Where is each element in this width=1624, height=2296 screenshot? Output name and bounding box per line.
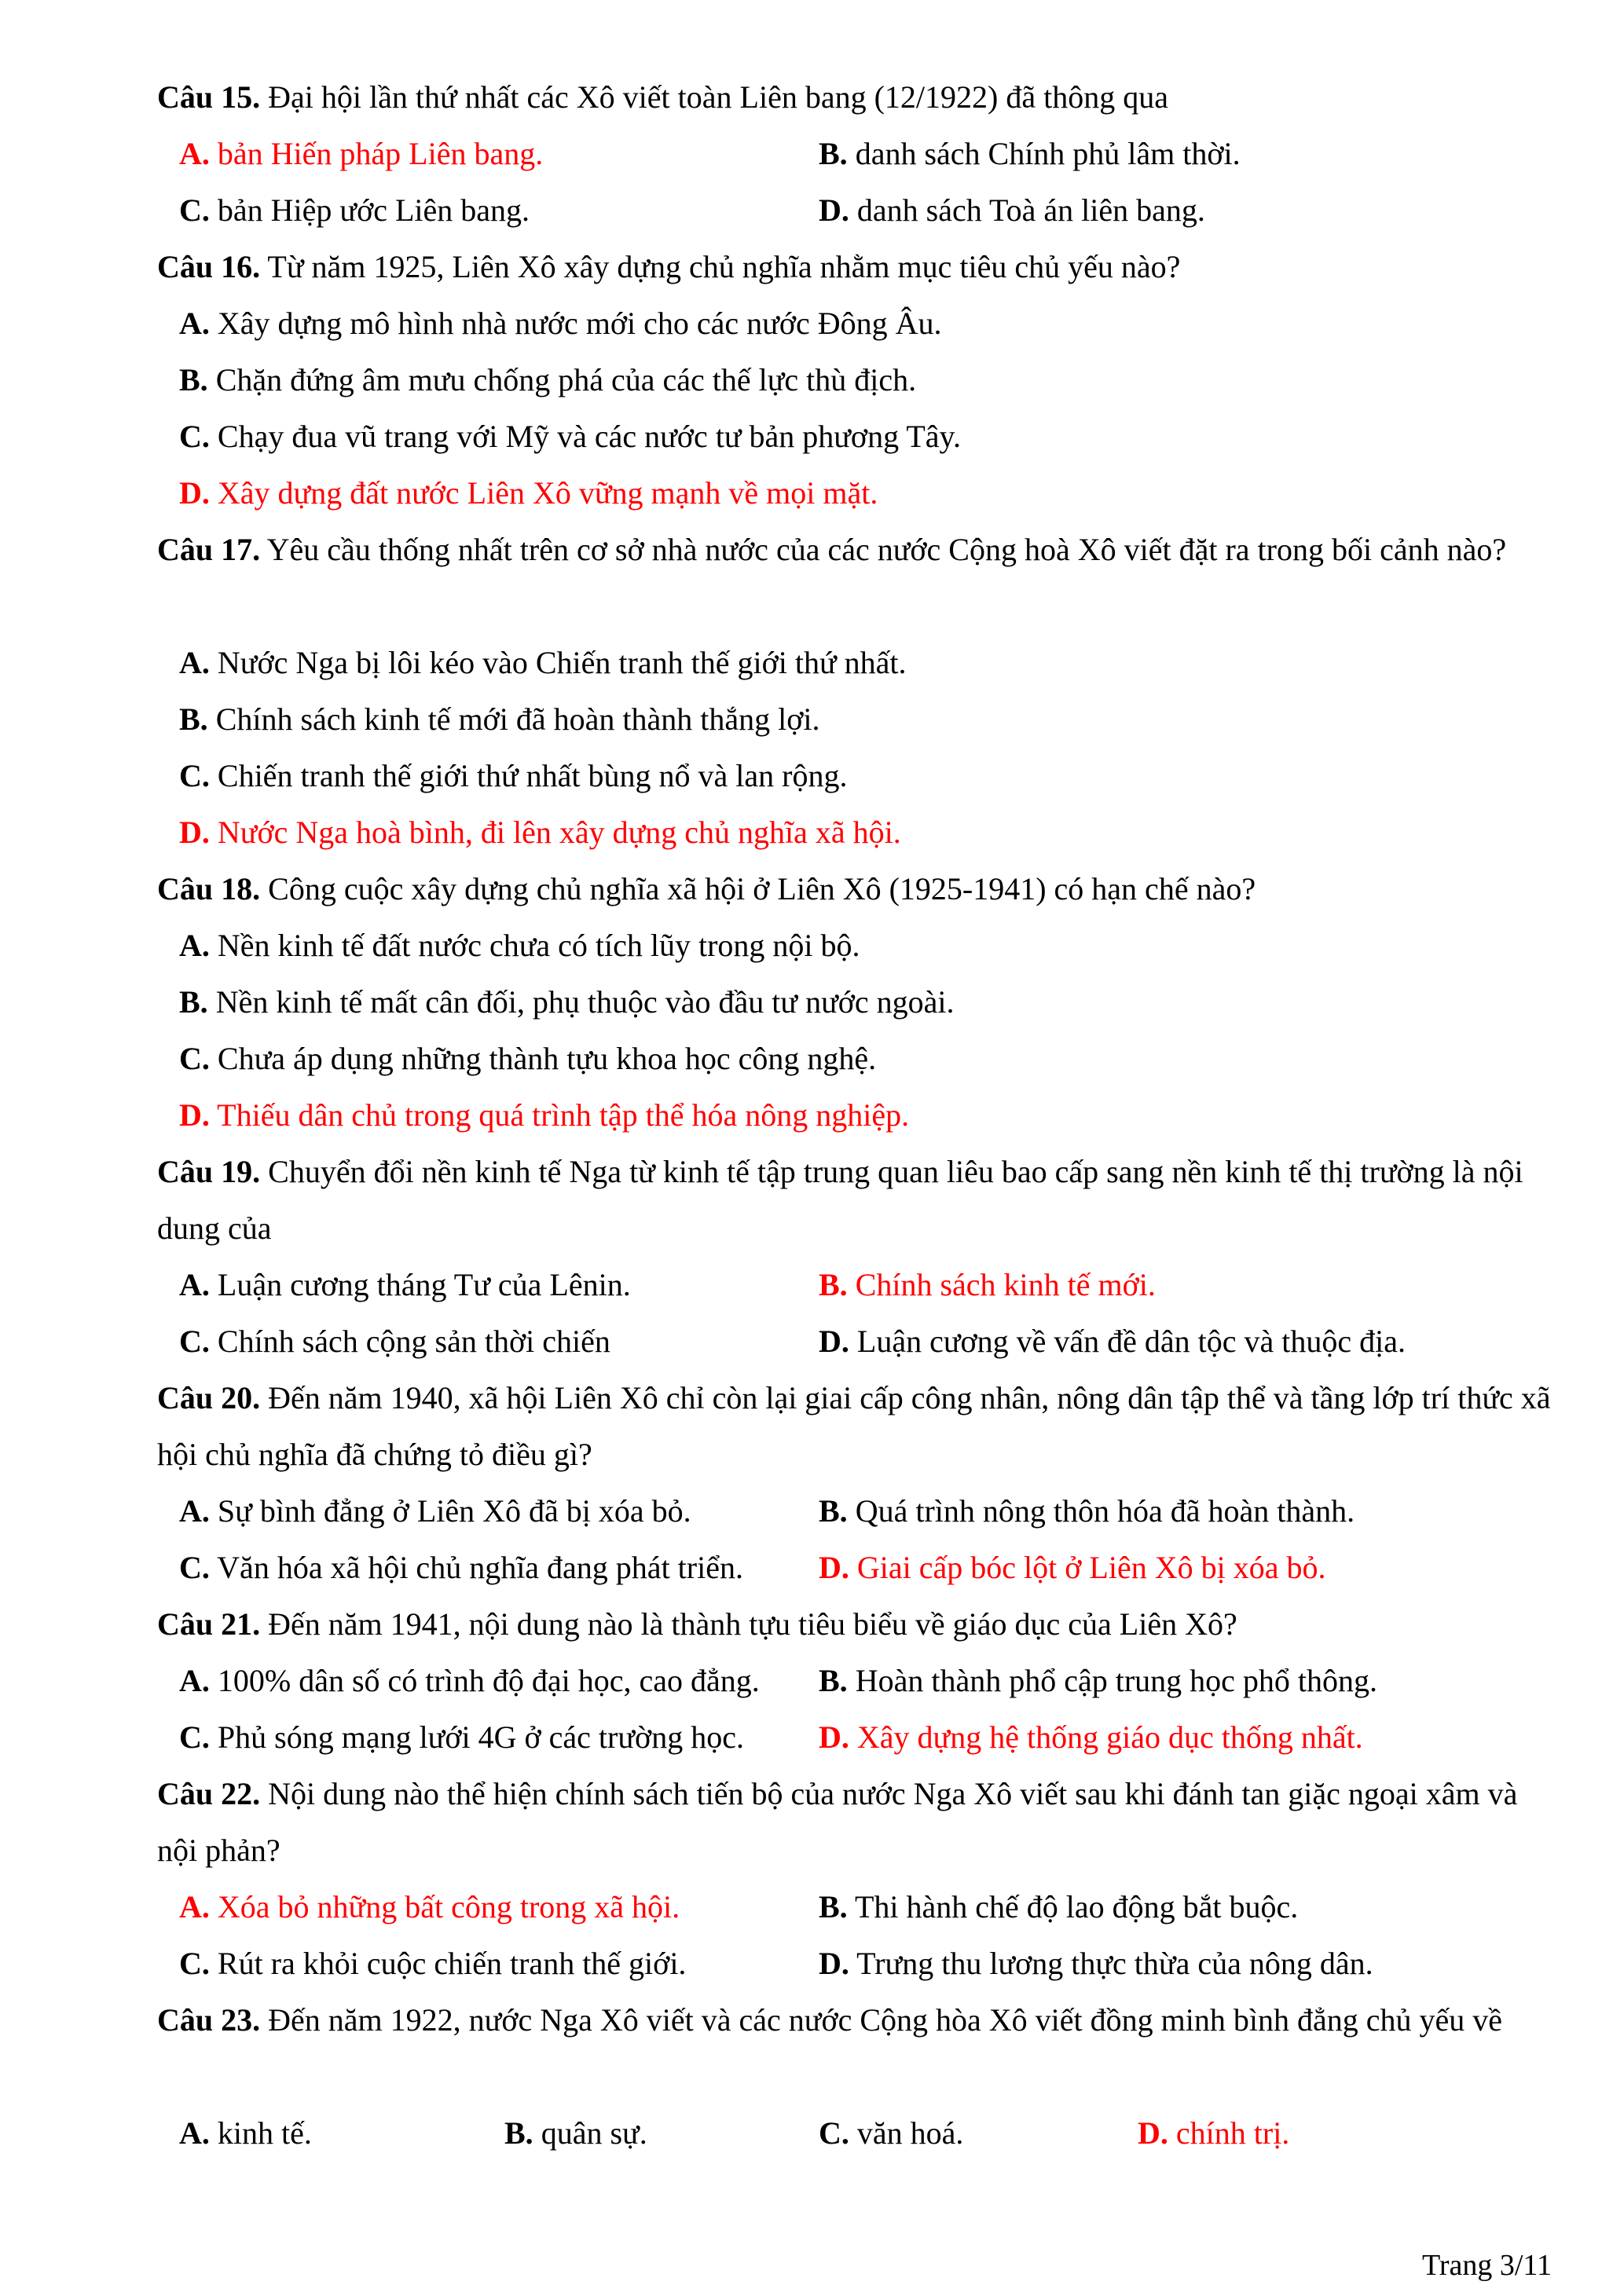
answer-option [819,1888,1298,1926]
option-letter: B. [819,1663,848,1698]
question-stem [157,69,1556,126]
option-letter: B. [819,136,848,171]
question-number: Câu 20. [157,1380,261,1415]
question-number: Câu 21. [157,1606,261,1642]
option-text: Xây dựng đất nước Liên Xô vững mạnh về mọi mặt. [217,475,878,511]
option-letter: A. [179,1663,210,1698]
option-letter: A. [179,645,210,680]
option-text: Sự bình đẳng ở Liên Xô đã bị xóa bỏ. [217,1493,691,1529]
answer-option [819,2115,963,2152]
question-text: Nội dung nào thể hiện chính sách tiến bộ của nước Nga Xô viết sau khi đánh tan giặc ngoại xâm và nội phản? [157,1776,1518,1868]
option-text: Xây dựng mô hình nhà nước mới cho các nước Đông Âu. [217,306,942,341]
option-letter: C. [179,192,210,228]
question-number: Câu 16. [157,249,261,284]
option-letter: D. [819,1550,849,1585]
option-text: bản Hiến pháp Liên bang. [217,136,544,171]
page-number: Trang 3/11 [1421,2249,1552,2282]
option-letter: C. [179,1719,210,1755]
option-text: Chặn đứng âm mưu chống phá của các thế lực thù địch. [215,362,917,397]
answer-option [504,2115,647,2152]
question-stem [157,1370,1556,1483]
option-letter: D. [179,815,210,850]
answer-option [819,1549,1325,1587]
option-letter: B. [179,984,208,1020]
option-letter: A. [179,2115,210,2151]
option-letter: D. [819,1719,849,1755]
option-letter: B. [179,362,208,397]
answer-option [179,361,916,399]
answer-option [819,1323,1406,1360]
option-letter: B. [179,701,208,737]
option-text: Chiến tranh thế giới thứ nhất bùng nổ và lan rộng. [217,758,848,793]
question-stem [157,1992,1556,2049]
question-text: Đến năm 1922, nước Nga Xô viết và các nước Cộng hòa Xô viết đồng minh bình đẳng chủ yếu về [268,2002,1502,2038]
option-text: Thi hành chế độ lao động bắt buộc. [854,1889,1299,1924]
option-text: Quá trình nông thôn hóa đã hoàn thành. [855,1493,1355,1529]
option-text: bản Hiệp ước Liên bang. [217,192,530,228]
option-letter: B. [819,1889,848,1924]
option-letter: D. [819,1324,849,1359]
question-text: Đại hội lần thứ nhất các Xô viết toàn Liên bang (12/1922) đã thông qua [268,79,1168,115]
answer-option [179,701,820,738]
option-text: 100% dân số có trình độ đại học, cao đẳng. [217,1663,760,1698]
option-letter: D. [179,475,210,511]
answer-option [179,474,878,512]
answer-option [179,644,907,682]
option-text: danh sách Toà án liên bang. [856,192,1205,228]
option-text: Xóa bỏ những bất công trong xã hội. [217,1889,680,1924]
option-text: Chính sách cộng sản thời chiến [217,1324,610,1359]
answer-option [179,1662,760,1700]
option-letter: D. [179,1097,210,1133]
answer-option [179,1945,686,1983]
option-text: Hoàn thành phổ cập trung học phổ thông. [855,1663,1378,1698]
option-letter: B. [819,1267,848,1302]
option-letter: A. [179,1493,210,1529]
option-letter: C. [179,419,210,454]
option-letter: D. [819,1946,849,1981]
option-letter: C. [179,1946,210,1981]
answer-option [819,1266,1156,1304]
question-text: Yêu cầu thống nhất trên cơ sở nhà nước của các nước Cộng hoà Xô viết đặt ra trong bối cảnh nào? [266,532,1507,567]
option-letter: C. [179,1550,210,1585]
answer-option [179,1097,909,1134]
option-letter: C. [179,758,210,793]
option-text: Nền kinh tế mất cân đối, phụ thuộc vào đầu tư nước ngoài. [215,984,955,1020]
option-letter: D. [1138,2115,1168,2151]
option-letter: A. [179,1889,210,1924]
option-text: Luận cương về vấn đề dân tộc và thuộc địa. [856,1324,1406,1359]
question-number: Câu 23. [157,2002,261,2038]
question-stem [157,239,1556,295]
answer-option [819,192,1205,229]
option-text: Giai cấp bóc lột ở Liên Xô bị xóa bỏ. [856,1550,1326,1585]
option-letter: A. [179,136,210,171]
answer-option [819,1492,1355,1530]
option-text: Thiếu dân chủ trong quá trình tập thể hóa nông nghiệp. [217,1097,910,1133]
option-letter: A. [179,928,210,963]
question-text: Đến năm 1940, xã hội Liên Xô chỉ còn lại giai cấp công nhân, nông dân tập thể và tầng lớp trí thức xã hội chủ nghĩa đã chứng tỏ điều gì? [157,1380,1551,1472]
option-text: quân sự. [541,2115,647,2151]
question-number: Câu 15. [157,79,261,115]
question-stem [157,1596,1556,1653]
option-text: kinh tế. [217,2115,312,2151]
option-text: danh sách Chính phủ lâm thời. [855,136,1241,171]
option-letter: D. [819,192,849,228]
answer-option [179,814,901,851]
question-stem [157,1144,1556,1257]
option-text: Nước Nga bị lôi kéo vào Chiến tranh thế giới thứ nhất. [217,645,907,680]
question-number: Câu 17. [157,532,261,567]
option-text: Luận cương tháng Tư của Lênin. [217,1267,631,1302]
question-text: Chuyển đổi nền kinh tế Nga từ kinh tế tập trung quan liêu bao cấp sang nền kinh tế thị trường là nội dung của [157,1154,1523,1246]
question-text: Đến năm 1941, nội dung nào là thành tựu tiêu biểu về giáo dục của Liên Xô? [268,1606,1237,1642]
option-letter: A. [179,306,210,341]
option-text: văn hoá. [856,2115,964,2151]
option-letter: B. [504,2115,533,2151]
answer-option [179,1492,691,1530]
answer-option [179,983,955,1021]
option-letter: A. [179,1267,210,1302]
answer-option [819,1945,1373,1983]
answer-option [179,1040,876,1078]
question-number: Câu 22. [157,1776,261,1811]
question-stem [157,1766,1556,1879]
option-letter: B. [819,1493,848,1529]
option-text: chính trị. [1175,2115,1290,2151]
answer-option [819,1662,1377,1700]
question-stem [157,861,1556,917]
question-number: Câu 18. [157,871,261,906]
answer-option [179,1719,744,1756]
option-text: Nền kinh tế đất nước chưa có tích lũy trong nội bộ. [217,928,860,963]
answer-option [179,2115,312,2152]
answer-option [819,1719,1363,1756]
option-text: Chính sách kinh tế mới. [855,1267,1156,1302]
answer-option [179,1549,743,1587]
option-letter: C. [819,2115,849,2151]
answer-option [1138,2115,1289,2152]
question-number: Câu 19. [157,1154,261,1189]
answer-option [179,135,543,173]
option-text: Văn hóa xã hội chủ nghĩa đang phát triển. [217,1550,743,1585]
answer-option [819,135,1241,173]
option-text: Trưng thu lương thực thừa của nông dân. [856,1946,1373,1981]
option-letter: C. [179,1324,210,1359]
option-letter: C. [179,1041,210,1076]
answer-option [179,1888,680,1926]
question-text: Công cuộc xây dựng chủ nghĩa xã hội ở Liên Xô (1925-1941) có hạn chế nào? [268,871,1256,906]
answer-option [179,1266,631,1304]
option-text: Chính sách kinh tế mới đã hoàn thành thắng lợi. [215,701,820,737]
option-text: Xây dựng hệ thống giáo dục thống nhất. [856,1719,1363,1755]
question-text: Từ năm 1925, Liên Xô xây dựng chủ nghĩa nhằm mục tiêu chủ yếu nào? [267,249,1181,284]
question-stem [157,522,1556,578]
option-text: Rút ra khỏi cuộc chiến tranh thế giới. [217,1946,687,1981]
answer-option [179,927,860,965]
answer-option [179,305,942,342]
option-text: Chưa áp dụng những thành tựu khoa học công nghệ. [217,1041,877,1076]
option-text: Phủ sóng mạng lưới 4G ở các trường học. [217,1719,744,1755]
option-text: Chạy đua vũ trang với Mỹ và các nước tư bản phương Tây. [217,419,961,454]
answer-option [179,1323,610,1360]
answer-option [179,192,530,229]
answer-option [179,757,847,795]
answer-option [179,418,961,456]
option-text: Nước Nga hoà bình, đi lên xây dựng chủ nghĩa xã hội. [217,815,901,850]
